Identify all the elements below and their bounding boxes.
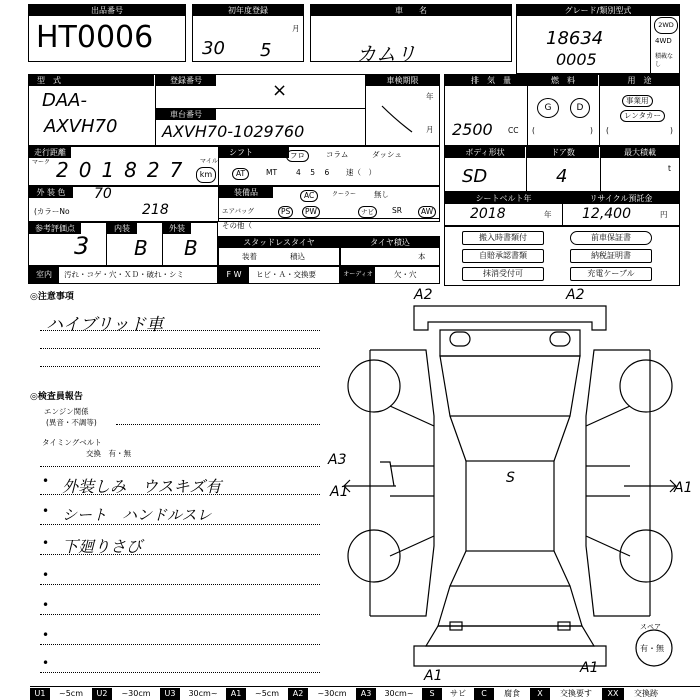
- legend-val-a1: ~5cm: [255, 689, 279, 698]
- car-name-label: 車 名: [311, 5, 511, 16]
- damage-legend: [30, 686, 700, 700]
- room-label: 室内: [29, 267, 59, 283]
- score-value: 3: [74, 232, 90, 260]
- equip-ps: PS: [278, 206, 293, 218]
- body-type-label: ボディ形状: [445, 147, 525, 158]
- color-code-value: 218: [142, 202, 169, 218]
- color-code-label: (カラーNo: [34, 207, 70, 216]
- engine-sub: (異音・不調等): [46, 418, 97, 427]
- mark-a3-left: A3: [328, 452, 347, 468]
- equip-ac: AC: [300, 190, 318, 202]
- studless-label: スタッドレスタイヤ: [219, 237, 339, 248]
- legend-val-u3: 30cm~: [188, 689, 218, 698]
- max-load-label: 最大積載: [601, 147, 679, 158]
- fuel-gasoline: G: [537, 98, 559, 118]
- seatbelt-year-unit: 年: [544, 210, 552, 219]
- audio-value: 欠・穴: [394, 270, 417, 279]
- chassis-number-label: 車台番号: [156, 109, 216, 120]
- grade-value-1: 18634: [546, 28, 604, 49]
- equip-pw: PW: [302, 206, 320, 218]
- fw-label: F W: [219, 267, 249, 283]
- legend-key-u2: U2: [92, 688, 112, 700]
- mark-a2-front-left: A2: [414, 287, 433, 303]
- model-value-2: AXVH70: [44, 116, 118, 137]
- exterior-value: B: [184, 236, 198, 260]
- displacement-unit: CC: [508, 126, 519, 135]
- mileage-unit-mile: マイル: [200, 158, 218, 165]
- auction-sheet: 出品番号 HT0006 初年度登録 30 5 月 車 名 カムリ グレード/類別型式 18634 0005 2WD 4WD 積載なし 型 式 DAA- AXVH70 登録番号 × 車台番号 AXVH70-1029760 車検期限 年 月 排 気 量 2500 CC 燃 料 G D ( ) 用 途 事業用 レンタカー ( ) 走行距離 マーク 201827 マイル km シフト フロ コラム ダッシュ AT MT 4 5 6 速（ ） ボディ形状 SD ドア数 4 最大積載 t 外 装 色 70 (カラーNo 218 装備品 AC クーラー 無し エアバッグ PS PW ナビ SR AW その他（ シートベルト年 2018 年 リサイクル預託金 12,400 円 参考評価点 3 内装 B 外装 B スタッドレスタイヤ 装着 積込 タイヤ積込 本 搬入時書類付 自賠承認書類 抹消受付可 前車保証書 納税証明書 充電ケーブル 室内 汚れ・コゲ・穴・ＸＤ・破れ・シミ F W ヒビ・Ａ・交換要 オーディオ 欠・穴 ◎注意事項 ハイブリッド車 ◎検査員報告 エンジン関係 (異音・不調等) タイミングベルト 交換 有・無 • 外装しみ ウスキズ有 • シート ハンドルスレ • 下廻りさび • • • • A2 A2 A3 A1 A1 S A1 A1 スペア 有・無 U1 ~5cm U2 ~30cm U3 30cm~ A1 ~5cm A2 ~30cm A3 30cm~ S サビ C 腐食 X 交換要す XX 交換跡: [0, 0, 700, 700]
- legend-val-xx: 交換跡: [634, 689, 658, 698]
- recycle-deposit-label: リサイクル預託金: [563, 193, 679, 204]
- studless-mounted: 装着: [242, 252, 257, 261]
- recycle-deposit-value: 12,400: [582, 206, 631, 222]
- displacement-label: 排 気 量: [445, 75, 537, 86]
- studless-loaded: 積込: [290, 252, 305, 261]
- equip-sr: SR: [392, 206, 402, 215]
- shift-column: コラム: [326, 150, 349, 159]
- equip-cooler: クーラー: [332, 191, 357, 198]
- grade-value-2: 0005: [556, 50, 597, 69]
- equipment-label: 装備品: [219, 187, 273, 198]
- equip-airbag: エアバッグ: [222, 207, 254, 215]
- month-unit: 月: [292, 24, 300, 33]
- doc-charging-cable: 充電ケーブル: [570, 267, 652, 281]
- report-title: ◎検査員報告: [30, 392, 83, 402]
- caution-title: ◎注意事項: [30, 292, 74, 302]
- engine-label: エンジン関係: [44, 407, 89, 416]
- drive-2wd: 2WD: [654, 17, 678, 34]
- inspection-slash: [378, 98, 418, 138]
- inspection-expiry-label: 車検期限: [366, 75, 439, 86]
- doors-value: 4: [556, 166, 568, 187]
- equip-aw: AW: [418, 206, 436, 218]
- drive-no-load: 積載なし: [655, 53, 674, 68]
- registration-number-value: ×: [272, 80, 288, 101]
- mark-s-roof: S: [506, 470, 515, 486]
- displacement-value: 2500: [452, 120, 493, 139]
- spare-value: 有・無: [640, 644, 664, 653]
- room-value: 汚れ・コゲ・穴・ＸＤ・破れ・シミ: [64, 270, 184, 279]
- caution-text: ハイブリッド車: [46, 315, 164, 335]
- legend-key-xx: XX: [602, 688, 624, 700]
- seatbelt-year-label: シートベルト年: [445, 193, 562, 204]
- model-label: 型 式: [29, 75, 154, 86]
- shift-speed-suffix: 速（ ）: [346, 168, 376, 177]
- doc-insurance: 自賠承認書類: [462, 249, 544, 263]
- shift-dash: ダッシュ: [372, 150, 402, 159]
- mark-a1-left: A1: [330, 484, 349, 500]
- usage-business: 事業用: [622, 95, 653, 107]
- legend-key-a1: A1: [226, 688, 246, 700]
- shift-speeds: 4 5 6: [296, 168, 331, 177]
- exterior-label: 外装: [163, 223, 191, 234]
- fuel-diesel: D: [570, 98, 590, 118]
- audio-label: オーディオ: [341, 267, 375, 283]
- legend-val-a3: 30cm~: [384, 689, 414, 698]
- drive-4wd: 4WD: [655, 37, 672, 45]
- fuel-label: 燃 料: [528, 75, 598, 86]
- grade-label: グレード/類別型式: [517, 5, 679, 16]
- legend-key-u1: U1: [30, 688, 50, 700]
- shift-at: AT: [232, 168, 249, 180]
- lot-number-value: HT0006: [36, 20, 154, 55]
- legend-val-u2: ~30cm: [121, 689, 151, 698]
- fw-value: ヒビ・Ａ・交換要: [256, 270, 316, 279]
- max-load-unit: t: [668, 164, 671, 173]
- body-type-value: SD: [462, 166, 488, 187]
- doc-delivery-papers: 搬入時書類付: [462, 231, 544, 245]
- legend-val-c: 腐食: [504, 689, 520, 698]
- legend-val-u1: ~5cm: [59, 689, 83, 698]
- mark-a2-front-right: A2: [566, 287, 585, 303]
- first-registration-label: 初年度登録: [193, 5, 303, 16]
- equip-navi: ナビ: [358, 206, 377, 218]
- mark-a1-rear-right: A1: [580, 660, 599, 676]
- doc-deregistration: 抹消受付可: [462, 267, 544, 281]
- report-line-1: 外装しみ ウスキズ有: [62, 477, 222, 496]
- legend-key-u3: U3: [160, 688, 180, 700]
- registration-year: 30: [202, 38, 225, 59]
- doors-label: ドア数: [527, 147, 599, 158]
- inspection-month-unit: 月: [426, 125, 434, 134]
- legend-key-a2: A2: [288, 688, 308, 700]
- usage-label: 用 途: [600, 75, 679, 86]
- report-line-2: シート ハンドルスレ: [62, 506, 212, 524]
- chassis-number-value: AXVH70-1029760: [162, 122, 305, 141]
- tire-load-label: タイヤ積込: [341, 237, 439, 248]
- spare-label: スペア: [640, 623, 661, 631]
- legend-val-a2: ~30cm: [317, 689, 347, 698]
- legend-key-x: X: [530, 688, 550, 700]
- model-value-1: DAA-: [42, 90, 87, 111]
- mileage-unit-km: km: [196, 167, 216, 183]
- shift-label: シフト: [219, 147, 289, 158]
- shift-floor: フロ: [286, 150, 309, 162]
- timing-belt-label: タイミングベルト: [42, 438, 102, 447]
- registration-month: 5: [260, 40, 272, 61]
- mark-a1-rear-left: A1: [424, 668, 443, 684]
- mileage-value: 201827: [56, 158, 193, 182]
- usage-rental: レンタカー: [620, 110, 665, 122]
- doc-tax-certificate: 納税証明書: [570, 249, 652, 263]
- equip-other: その他（: [222, 221, 252, 230]
- inspection-year-unit: 年: [426, 92, 434, 101]
- car-name-value: カムリ: [356, 42, 416, 66]
- legend-val-s: サビ: [450, 689, 466, 698]
- interior-label: 内装: [107, 223, 137, 234]
- doc-warranty: 前車保証書: [570, 231, 652, 245]
- mileage-label: 走行距離: [29, 147, 71, 158]
- legend-key-a3: A3: [356, 688, 376, 700]
- interior-value: B: [134, 236, 148, 260]
- shift-mt: MT: [266, 168, 278, 177]
- timing-belt-sub: 交換 有・無: [86, 449, 131, 458]
- legend-key-s: S: [422, 688, 442, 700]
- mark-a1-right: A1: [674, 480, 693, 496]
- registration-number-label: 登録番号: [156, 75, 216, 86]
- equip-none: 無し: [374, 190, 389, 199]
- color-label: 外 装 色: [29, 187, 73, 198]
- recycle-deposit-unit: 円: [660, 210, 668, 219]
- tire-load-unit: 本: [418, 252, 426, 261]
- lot-number-label: 出品番号: [29, 5, 185, 16]
- seatbelt-year-value: 2018: [470, 206, 506, 222]
- legend-key-c: C: [474, 688, 494, 700]
- legend-val-x: 交換要す: [560, 689, 592, 698]
- report-line-3: 下廻りさび: [62, 537, 143, 556]
- score-label: 参考評価点: [29, 223, 81, 234]
- color-value: 70: [94, 186, 112, 202]
